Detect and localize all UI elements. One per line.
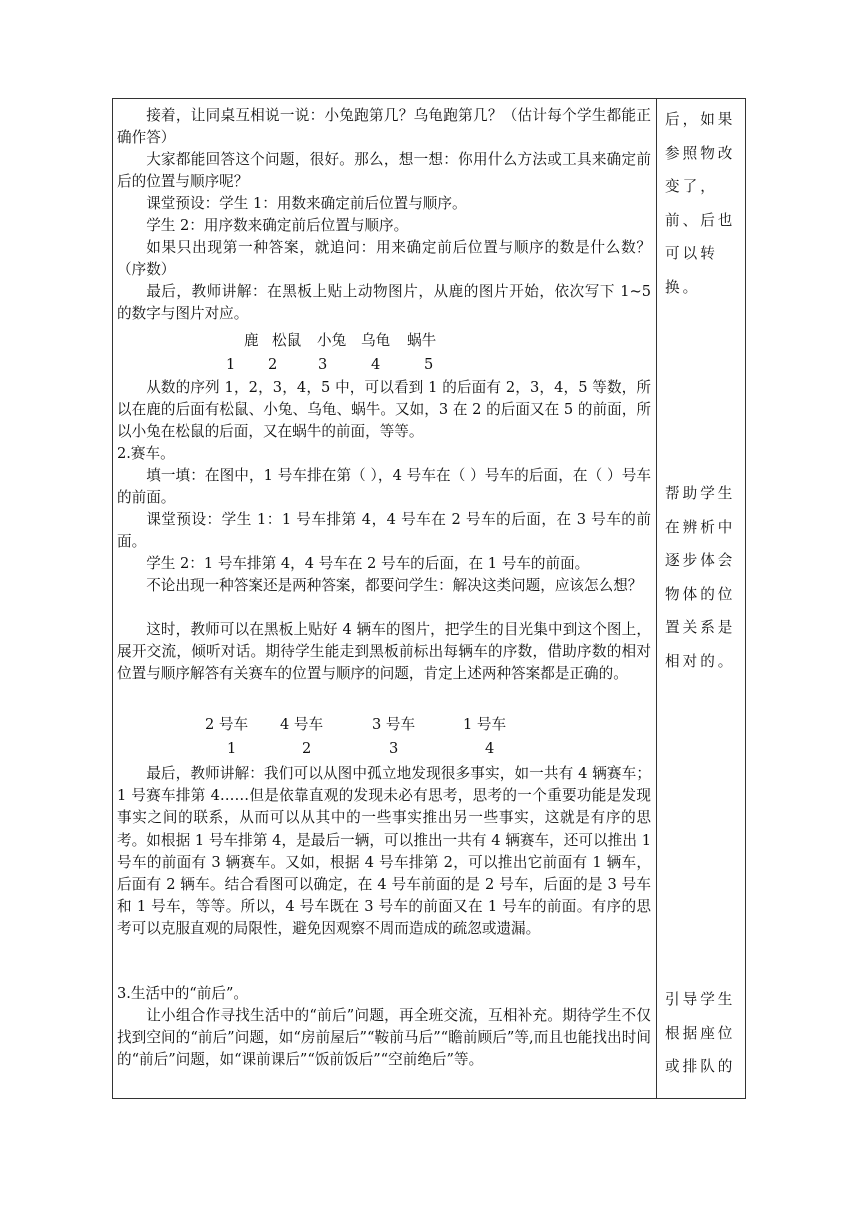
section-heading-racing: 2.赛车。 bbox=[117, 445, 175, 462]
side-note-relative-position: 帮助学生在辨析中逐步体会物体的位置关系是相对的。 bbox=[665, 485, 736, 670]
car-number: 3 bbox=[389, 740, 399, 757]
car-label: 3 号车 bbox=[372, 716, 416, 733]
paragraph-fill-in: 填一填：在图中，1 号车排在第（ ），4 号车在（ ）号车的后面，在（ ）号车的前面。 bbox=[117, 467, 651, 507]
paragraph-ask-students: 不论出现一种答案还是两种答案，都要问学生：解决这类问题，应该怎么想？ bbox=[146, 577, 643, 594]
animal-number: 3 bbox=[318, 356, 328, 373]
paragraph-preset-1: 课堂预设：学生 1：用数来确定前后位置与顺序。 bbox=[146, 195, 467, 212]
side-note-reference: 后，如果参照物改变了，前、后也可以转换。 bbox=[665, 111, 736, 296]
animal-label: 小兔 bbox=[317, 332, 347, 349]
section-heading-life: 3.生活中的“前后”。 bbox=[117, 985, 249, 1002]
paragraph-method-question: 大家都能回答这个问题，很好。那么，想一想：你用什么方法或工具来确定前后的位置与顺序呢？ bbox=[117, 151, 651, 191]
car-number: 1 bbox=[227, 740, 237, 757]
car-label: 4 号车 bbox=[280, 716, 324, 733]
animal-number: 2 bbox=[268, 356, 278, 373]
car-label: 2 号车 bbox=[205, 716, 249, 733]
car-number: 2 bbox=[302, 740, 312, 757]
column-divider bbox=[656, 99, 657, 1098]
paragraph-board-cars: 这时，教师可以在黑板上贴好 4 辆车的图片，把学生的目光集中到这个图上，展开交流，倾听对话。期待学生能走到黑板前标出每辆车的序数，借助序数的相对位置与顺序解答有关赛车的位置与顺序的问题，肯定上述两种答案都是正确的。 bbox=[117, 621, 651, 683]
paragraph-teacher-explain: 最后，教师讲解：在黑板上贴上动物图片，从鹿的图片开始，依次写下 1~5 的数字与图片对应。 bbox=[117, 283, 651, 323]
paragraph-group-work: 让小组合作寻找生活中的“前后”问题，再全班交流，互相补充。期待学生不仅找到空间的“前后”问题，如“房前屋后”“鞍前马后”“瞻前顾后”等,而且也能找出时间的“前后”问题，如“课前课后”“饭前饭后”“空前绝后”等。 bbox=[117, 1007, 651, 1069]
paragraph-sequence-explain: 从数的序列 1，2，3，4，5 中，可以看到 1 的后面有 2，3，4，5 等数，所以在鹿的后面有松鼠、小兔、乌龟、蜗牛。又如，3 在 2 的后面又在 5 的前面，所以小兔在松鼠的后面，又在蜗牛的前面，等等。 bbox=[117, 379, 651, 441]
animal-number: 5 bbox=[424, 356, 434, 373]
animal-label: 鹿 bbox=[244, 332, 259, 349]
paragraph-preset-2: 学生 2：用序数来确定前后位置与顺序。 bbox=[146, 217, 409, 234]
lesson-table bbox=[112, 98, 746, 1099]
animal-label: 乌龟 bbox=[361, 332, 391, 349]
side-note-guide: 引导学生根据座位或排队的 bbox=[665, 991, 736, 1075]
animal-number: 4 bbox=[371, 356, 381, 373]
paragraph-ordered-thinking: 最后，教师讲解：我们可以从图中孤立地发现很多事实，如一共有 4 辆赛车；1 号赛车排第 4……但是依靠直观的发现未必有思考，思考的一个重要功能是发现事实之间的联系，从而可以从其中的一些事实推出另一些事实，这就是有序的思考。如根据 1 号车排第 4，是最后一辆，可以推出一共有 4 辆赛车，还可以推出 1 号车的前面有 3 辆赛车。又如，根据 4 号车排第 2，可以推出它前面有 1 辆车，后面有 2 辆车。结合看图可以确定，在 4 号车前面的是 2 号车，后面的是 3 号车和 1 号车，等等。所以，4 号车既在 3 号车的前面又在 1 号车的前面。有序的思考可以克服直观的局限性，避免因观察不周而造成的疏忽或遗漏。 bbox=[117, 765, 651, 938]
animal-number: 1 bbox=[226, 356, 236, 373]
car-label: 1 号车 bbox=[463, 716, 507, 733]
paragraph-car-preset-1: 课堂预设：学生 1：1 号车排第 4，4 号车在 2 号车的后面，在 3 号车的前面。 bbox=[117, 511, 651, 551]
paragraph-follow-up: 如果只出现第一种答案，就追问：用来确定前后位置与顺序的数是什么数？（序数） bbox=[117, 239, 651, 279]
paragraph-pair-talk: 接着，让同桌互相说一说：小兔跑第几？乌龟跑第几？（估计每个学生都能正确作答） bbox=[117, 107, 651, 147]
animal-label: 蜗牛 bbox=[407, 332, 437, 349]
car-number: 4 bbox=[485, 740, 495, 757]
paragraph-car-preset-2: 学生 2：1 号车排第 4，4 号车在 2 号车的后面，在 1 号车的前面。 bbox=[146, 555, 590, 572]
animal-label: 松鼠 bbox=[272, 332, 302, 349]
